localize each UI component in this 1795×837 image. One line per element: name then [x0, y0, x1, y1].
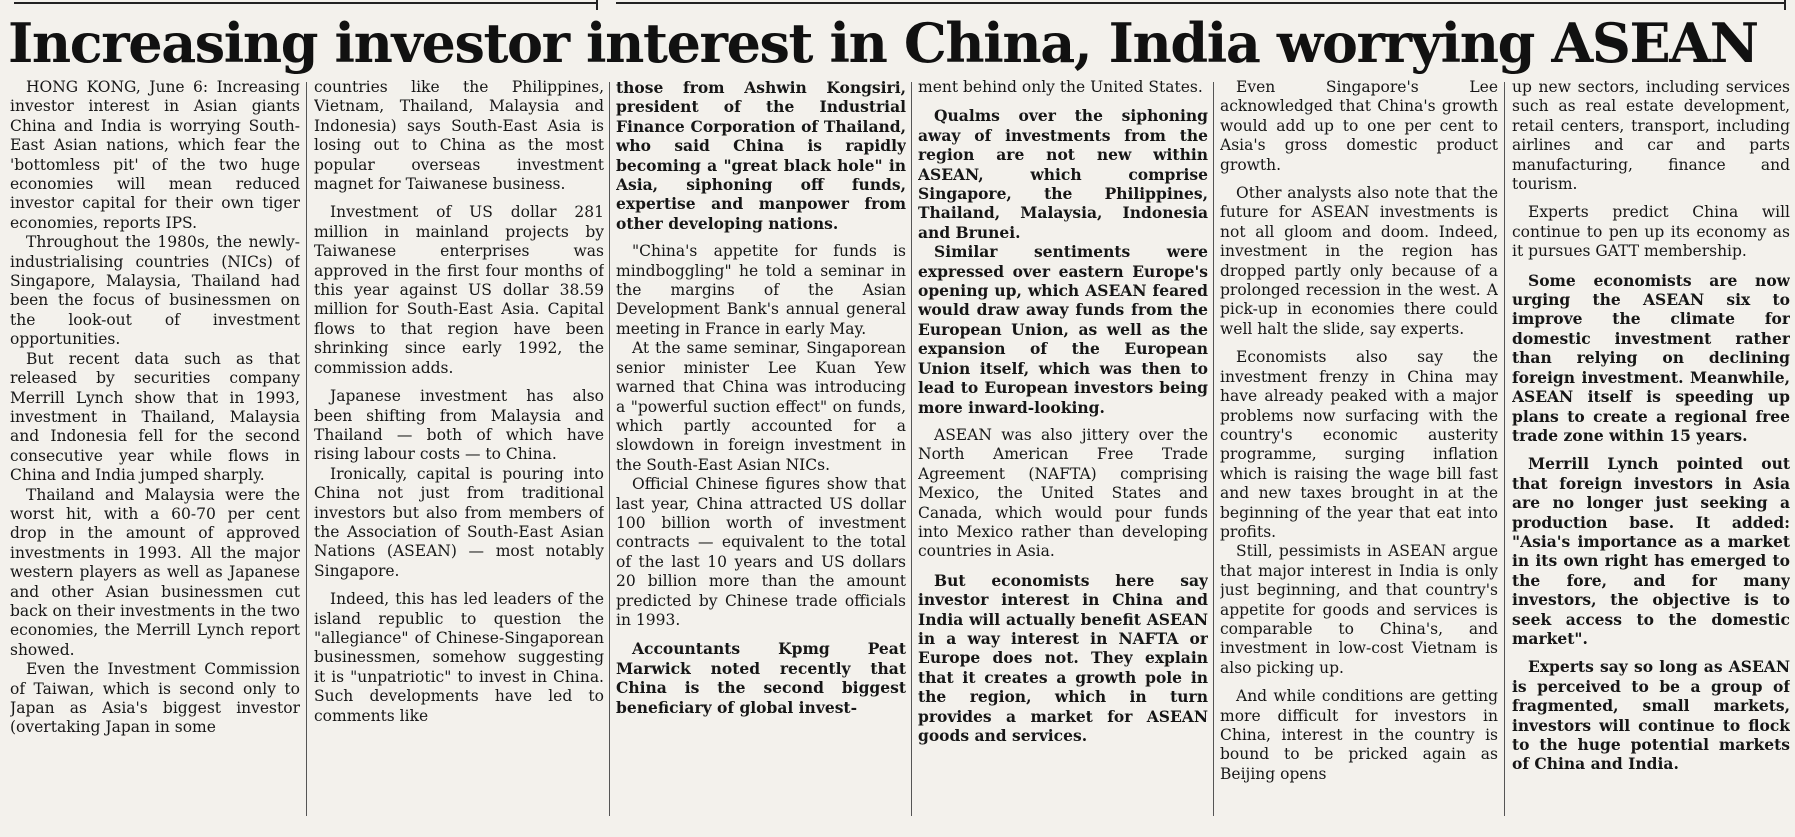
paragraph: Ironically, capital is pouring into China not just from traditional investors but also from members of the Association of South-East Asian Nations (ASEAN) — most notably Singapore. — [314, 464, 604, 580]
article-body — [6, 78, 1790, 820]
headline: Increasing investor interest in China, India worrying ASEAN — [8, 11, 1758, 75]
column-divider — [1213, 82, 1214, 816]
paragraph: But recent data such as that released by securities company Merrill Lynch show that in 1993, investment in Thailand, Malaysia and Indonesia fell for the second consecutive year while flows in China and India jumped sharply. — [10, 349, 300, 485]
article-column-3 — [616, 78, 906, 820]
paragraph: Official Chinese figures show that last year, China attracted US dollar 100 billion worth of investment contracts — equivalent to the total of the last 10 years and US dollars 20 billion more than the amount predicted by Chinese trade officials in 1993. — [616, 475, 906, 629]
paragraph: up new sectors, including services such as real estate development, retail centers, transport, including airlines and car and parts manufacturing, finance and tourism. — [1512, 78, 1790, 194]
paragraph: Experts say so long as ASEAN is perceived to be a group of fragmented, small markets, investors will continue to flock to the huge potential markets of China and India. — [1512, 657, 1790, 774]
paragraph: Throughout the 1980s, the newly-industrialising countries (NICs) of Singapore, Malaysia, Thailand had been the focus of businessmen on the look-out of investment opportunities. — [10, 233, 300, 349]
column-divider — [609, 82, 610, 816]
paragraph: Even the Investment Commission of Taiwan, which is second only to Japan as Asia's biggest investor (overtaking Japan in some — [10, 660, 300, 737]
paragraph: And while conditions are getting more difficult for investors in China, interest in the country is bound to be pricked again as Beijing opens — [1220, 687, 1498, 783]
paragraph: Some economists are now urging the ASEAN six to improve the climate for domestic investment rather than relying on declining foreign investment. Meanwhile, ASEAN itself is speeding up plans to create a regional free trade zone within 15 years. — [1512, 270, 1790, 445]
paragraph: Indeed, this has led leaders of the island republic to question the "allegiance" of Chinese-Singaporean businessmen, somehow suggesting it is "unpatriotic" to invest in China. Such developments have led to comments like — [314, 590, 604, 725]
article-column-6 — [1512, 78, 1790, 820]
paragraph: Japanese investment has also been shifting from Malaysia and Thailand — both of which have rising labour costs — to China. — [314, 387, 604, 464]
paragraph: Qualms over the siphoning away of investments from the region are not new within ASEAN, which comprise Singapore, the Philippines, Thailand, Malaysia, Indonesia and Brunei. — [918, 106, 1208, 242]
paragraph: Still, pessimists in ASEAN argue that major interest in India is only just beginning, and that country's appetite for goods and services is comparable to China's, and investment in low-cost Vietnam is also picking up. — [1220, 542, 1498, 677]
paragraph: Even Singapore's Lee acknowledged that China's growth would add up to one per cent to Asia's gross domestic product growth. — [1220, 78, 1498, 174]
paragraph: Accountants Kpmg Peat Marwick noted recently that China is the second biggest beneficiary of global invest- — [616, 639, 906, 717]
paragraph: HONG KONG, June 6: Increasing investor interest in Asian giants China and India is worrying South-East Asian nations, which fear the 'bottomless pit' of the two huge economies will mean reduced investor capital for their own tiger economies, reports IPS. — [10, 78, 300, 232]
paragraph: ment behind only the United States. — [918, 78, 1203, 96]
rule-segment-right — [616, 2, 1786, 4]
top-rule — [0, 0, 1795, 6]
article-column-5 — [1220, 78, 1498, 820]
paragraph: Economists also say the investment frenzy in China may have already peaked with a major problems now surfacing with the country's economic austerity programme, surging inflation which is raising the wage bill fast and new taxes brought in at the beginning of the year that eat into profits. — [1220, 348, 1498, 541]
paragraph: those from Ashwin Kongsiri, president of the Industrial Finance Corporation of Thailand, who said China is rapidly becoming a "great black hole" in Asia, siphoning off funds, expertise and manpower from other developing nations. — [616, 78, 906, 233]
paragraph: Experts predict China will continue to pen up its economy as it pursues GATT membership. — [1512, 203, 1790, 261]
paragraph: But economists here say investor interest in China and India will actually benefit ASEAN in a way interest in NAFTA or Europe does not. They explain that it creates a growth pole in the region, which in turn provides a market for ASEAN goods and services. — [918, 570, 1208, 745]
column-divider — [1504, 82, 1505, 816]
article-column-2 — [314, 78, 604, 820]
paragraph: Similar sentiments were expressed over eastern Europe's opening up, which ASEAN feared would draw away funds from the European Union, as well as the expansion of the European Union itself, which was then to lead to European investors being more inward-looking. — [918, 242, 1208, 417]
column-divider — [911, 82, 912, 816]
article-column-4 — [918, 78, 1208, 820]
rule-segment-left — [14, 2, 598, 4]
paragraph: Other analysts also note that the future for ASEAN investments is not all gloom and doom. Indeed, investment in the region has dropped partly only because of a prolonged recession in the west. A pick-up in economies there could well halt the slide, say experts. — [1220, 184, 1498, 338]
paragraph: Merrill Lynch pointed out that foreign investors in Asia are no longer just seeking a production base. It added: "Asia's importance as a market in its own right has emerged to the fore, and for many investors, the objective is to seek access to the domestic market". — [1512, 454, 1790, 648]
article-column-1 — [10, 78, 300, 820]
paragraph: countries like the Philippines, Vietnam, Thailand, Malaysia and Indonesia) says South-East Asia is losing out to China as the most popular overseas investment magnet for Taiwanese business. — [314, 78, 604, 194]
paragraph: Investment of US dollar 281 million in mainland projects by Taiwanese enterprises was approved in the first four months of this year against US dollar 38.59 million for South-East Asia. Capital flows to that region have been shrinking since early 1992, the commission adds. — [314, 203, 604, 377]
paragraph: At the same seminar, Singaporean senior minister Lee Kuan Yew warned that China was introducing a "powerful suction effect" on funds, which partly accounted for a slowdown in foreign investment in the South-East Asian NICs. — [616, 339, 906, 474]
paragraph: ASEAN was also jittery over the North American Free Trade Agreement (NAFTA) comprising Mexico, the United States and Canada, which would pour funds into Mexico rather than developing countries in Asia. — [918, 425, 1208, 561]
column-divider — [306, 82, 307, 816]
paragraph: Thailand and Malaysia were the worst hit, with a 60-70 per cent drop in the amount of approved investments in 1993. All the major western players as well as Japanese and other Asian businessmen cut back on their investments in the two economies, the Merrill Lynch report showed. — [10, 485, 300, 659]
paragraph: "China's appetite for funds is mindboggling" he told a seminar in the margins of the Asian Development Bank's annual general meeting in France in early May. — [616, 242, 906, 338]
